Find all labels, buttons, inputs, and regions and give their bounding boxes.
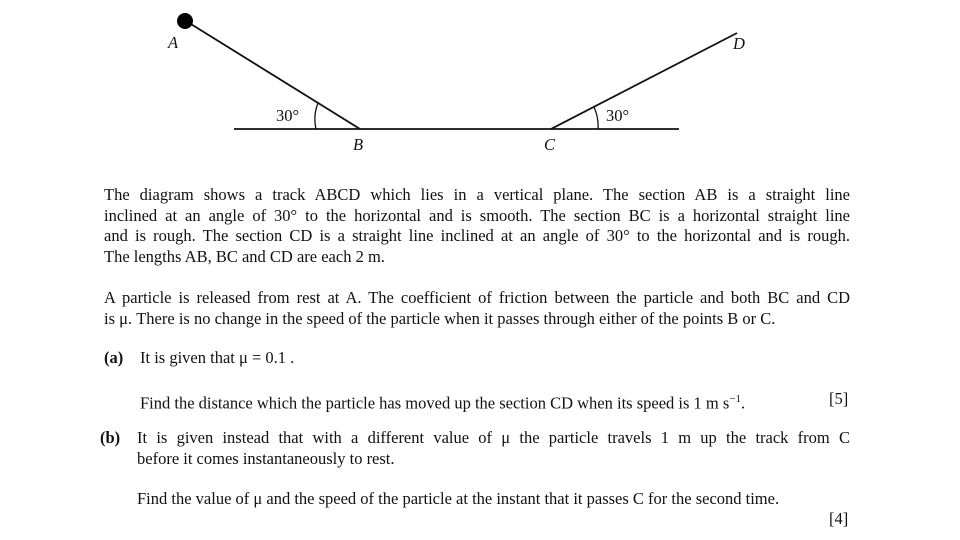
section-ab-line bbox=[186, 21, 360, 129]
part-b-label: (b) bbox=[100, 428, 121, 447]
intro-line: The diagram shows a track ABCD which lies in a vertical plane. The section AB is a straight line bbox=[104, 185, 850, 204]
part-b-paragraph bbox=[137, 428, 850, 469]
track-diagram bbox=[0, 0, 960, 170]
part-a-question: Find the distance which the particle has moved up the section CD when its speed is 1 m $s^{-1}$. bbox=[140, 393, 746, 413]
particle-dot bbox=[177, 13, 193, 29]
point-label-b: B bbox=[353, 135, 364, 154]
point-label-d: D bbox=[733, 34, 745, 53]
intro-line: and is rough. The section CD is a straight line inclined at an angle of 30° to the horizontal and is rough. bbox=[104, 226, 850, 245]
part-b-line: before it comes instantaneously to rest. bbox=[137, 448, 395, 468]
angle-arc-left bbox=[315, 103, 318, 129]
part-a-given: It is given that μ = 0.1 . bbox=[140, 348, 295, 367]
part-b-line: It is given instead that with a different value of μ the particle travels 1 m up the track from C bbox=[137, 428, 850, 447]
part-b-marks: [4] bbox=[829, 509, 849, 528]
part-a-marks: [5] bbox=[829, 389, 849, 408]
particle-paragraph bbox=[104, 288, 850, 329]
point-label-c: C bbox=[544, 135, 556, 154]
section-cd-line bbox=[551, 33, 737, 129]
part-a-label: (a) bbox=[104, 348, 124, 367]
point-label-a: A bbox=[168, 33, 179, 52]
intro-line: The lengths AB, BC and CD are each 2 m. bbox=[104, 246, 385, 266]
intro-paragraph bbox=[104, 185, 850, 267]
particle-line: A particle is released from rest at A. The coefficient of friction between the particle and both BC and CD bbox=[104, 288, 850, 307]
angle-label-right: 30° bbox=[606, 106, 630, 125]
angle-arc-right bbox=[594, 107, 598, 129]
angle-label-left: 30° bbox=[276, 106, 300, 125]
particle-line: is μ. There is no change in the speed of the particle when it passes through either of the points B or C. bbox=[104, 308, 776, 328]
part-b-question: Find the value of μ and the speed of the particle at the instant that it passes C for the second time. bbox=[137, 489, 780, 508]
intro-line: inclined at an angle of 30° to the horizontal and is smooth. The section BC is a horizontal straight line bbox=[104, 205, 850, 225]
